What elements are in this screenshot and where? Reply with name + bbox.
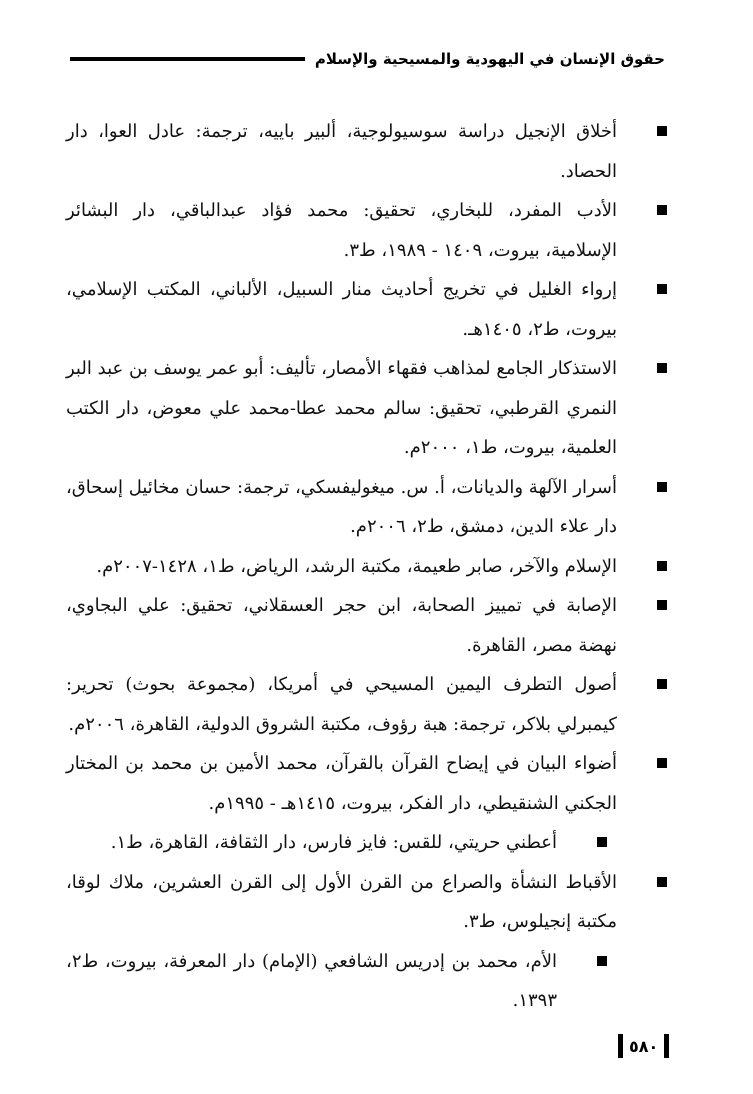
square-bullet-icon [657,482,667,492]
reference-text: أضواء البيان في إيضاح القرآن بالقرآن، محمد الأمين بن محمد بن المختار الجكني الشنقيطي، دار الفكر، بيروت، ١٤١٥هـ - ١٩٩٥م. [66,753,617,814]
reference-item [66,112,667,191]
reference-text: الاستذكار الجامع لمذاهب فقهاء الأمصار، تأليف: أبو عمر يوسف بن عبد البر النمري القرطبي، تحقيق: سالم محمد عطا-محمد علي معوض، دار الكتب العلمية، بيروت، ط١، ٢٠٠٠م. [66,358,617,458]
reference-item [66,586,667,665]
reference-text: أسرار الآلهة والديانات، أ. س. ميغوليفسكي، ترجمة: حسان مخائيل إسحاق، دار علاء الدين، دمشق، ط٢، ٢٠٠٦م. [66,476,617,537]
page-number: ٥٨٠ [629,1036,659,1056]
reference-item [66,665,667,744]
reference-item [66,270,667,349]
reference-item [66,547,667,587]
square-bullet-icon [597,956,607,966]
reference-item [66,191,667,270]
square-bullet-icon [657,561,667,571]
square-bullet-icon [657,126,667,136]
square-bullet-icon [597,837,607,847]
reference-item [66,942,667,1021]
reference-text: الإصابة في تمييز الصحابة، ابن حجر العسقلاني، تحقيق: علي البجاوي، نهضة مصر، القاهرة. [66,595,617,656]
square-bullet-icon [657,284,667,294]
reference-text: الإسلام والآخر، صابر طعيمة، مكتبة الرشد، الرياض، ط١، ١٤٢٨-٢٠٠٧م. [96,555,617,577]
header-rule [70,57,305,61]
reference-item [66,823,667,863]
square-bullet-icon [657,205,667,215]
square-bullet-icon [657,679,667,689]
reference-text: إرواء الغليل في تخريج أحاديث منار السبيل، الألباني، المكتب الإسلامي، بيروت، ط٢، ١٤٠٥هـ. [66,279,617,340]
reference-text: أعطني حريتي، للقس: فايز فارس، دار الثقافة، القاهرة، ط١. [110,832,557,853]
header-title: حقوق الإنسان في اليهودية والمسيحية والإسلام [314,50,665,68]
running-header [70,44,665,74]
page-number-bar-left [618,1034,623,1058]
square-bullet-icon [657,877,667,887]
reference-list [66,112,667,1021]
reference-item [66,349,667,468]
square-bullet-icon [657,758,667,768]
reference-item [66,468,667,547]
page-number-box [618,1034,669,1058]
reference-text: الأم، محمد بن إدريس الشافعي (الإمام) دار المعرفة، بيروت، ط٢، ١٣٩٣. [66,950,557,1011]
square-bullet-icon [657,363,667,373]
reference-text: الأقباط النشأة والصراع من القرن الأول إلى القرن العشرين، ملاك لوقا، مكتبة إنجيلوس، ط٣. [66,871,617,932]
reference-text: الأدب المفرد، للبخاري، تحقيق: محمد فؤاد عبدالباقي، دار البشائر الإسلامية، بيروت، ١٤٠٩ - ١٩٨٩، ط٣. [66,200,617,261]
reference-item [66,863,667,942]
reference-text: أصول التطرف اليمين المسيحي في أمريكا، (مجموعة بحوث) تحرير: كيمبرلي بلاكر، ترجمة: هبة رؤوف، مكتبة الشروق الدولية، القاهرة، ٢٠٠٦م. [66,674,617,735]
page-number-bar-right [664,1034,669,1058]
reference-item [66,744,667,823]
reference-text: أخلاق الإنجيل دراسة سوسيولوجية، ألبير باييه، ترجمة: عادل العوا، دار الحصاد. [66,121,617,182]
square-bullet-icon [657,600,667,610]
